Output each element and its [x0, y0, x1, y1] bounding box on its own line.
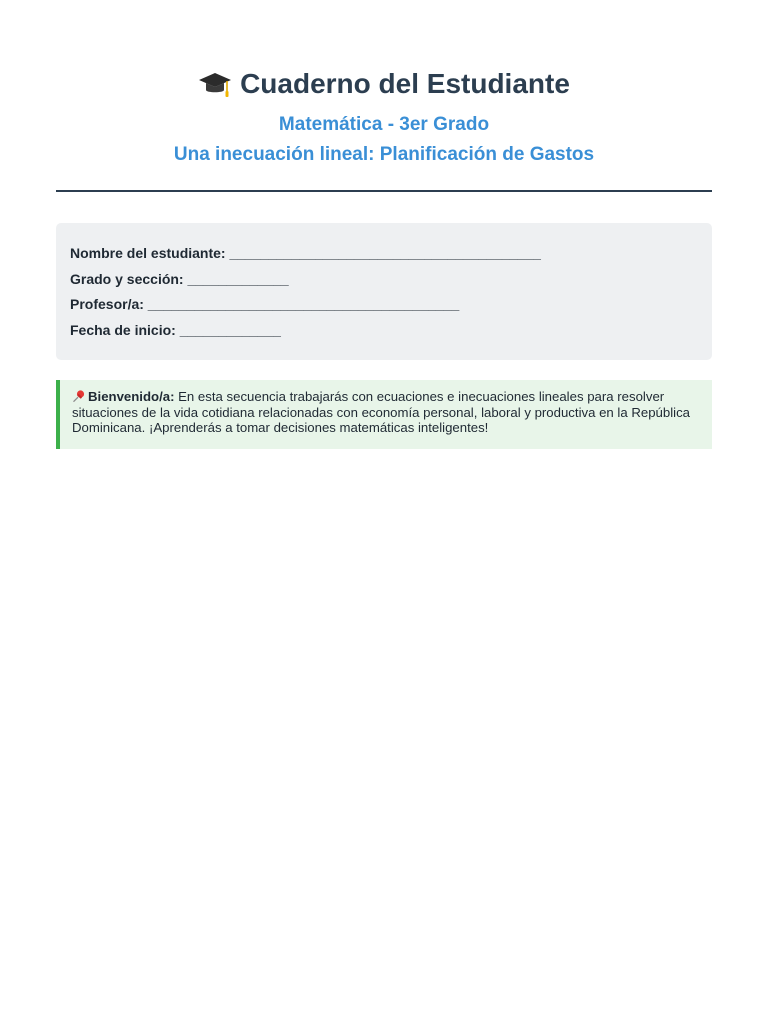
subject-grade: Matemática - 3er Grado — [278, 114, 490, 135]
page-title — [56, 64, 712, 104]
pushpin-icon — [72, 389, 86, 403]
welcome-note — [56, 380, 712, 449]
welcome-text: En esta secuencia trabajarás con ecuaciones e inecuaciones lineales para resolver situaciones de la vida cotidiana relacionadas con economía personal, laboral y productiva en la República Dominicana. ¡Aprenderás a tomar decisiones matemáticas inteligentes! — [72, 389, 690, 435]
start-date-field: Fecha de inicio: _____________ — [70, 321, 281, 338]
grade-section-field: Grado y sección: _____________ — [70, 270, 289, 287]
graduation-cap-icon — [198, 67, 232, 101]
student-name-field: Nombre del estudiante: ________________________________________ — [70, 245, 541, 261]
student-info-box — [56, 223, 712, 360]
header-divider — [56, 190, 712, 192]
page-header — [56, 64, 712, 168]
teacher-field: Profesor/a: ________________________________________ — [70, 296, 460, 312]
title-text: Cuaderno del Estudiante — [240, 68, 570, 99]
topic-title: Una inecuación lineal: Planificación de Gastos — [173, 144, 595, 165]
welcome-label: Bienvenido/a: — [88, 389, 175, 404]
